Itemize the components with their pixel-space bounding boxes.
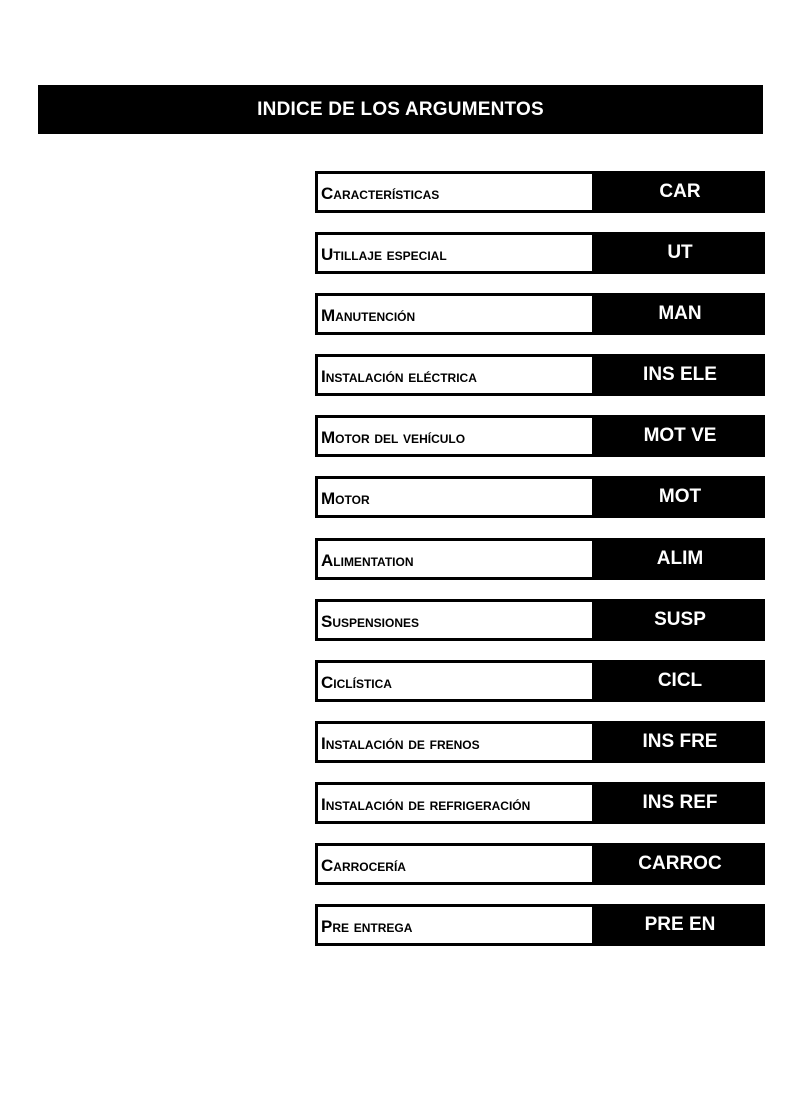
index-item-code: SUSP [595,599,765,641]
index-item-label: Suspensiones [315,599,595,641]
index-item-label: Alimentation [315,538,595,580]
index-item-alimentation[interactable] [315,538,765,580]
index-item-pre-entrega[interactable] [315,904,765,946]
index-item-label: Instalación de refrigeración [315,782,595,824]
index-item-label: Ciclística [315,660,595,702]
index-item-utillaje-especial[interactable] [315,232,765,274]
section-index-list [315,171,765,965]
index-item-code: PRE EN [595,904,765,946]
index-item-code: INS FRE [595,721,765,763]
index-item-label: Motor del vehículo [315,415,595,457]
index-item-label: Utillaje especial [315,232,595,274]
index-item-code: INS ELE [595,354,765,396]
index-item-code: CAR [595,171,765,213]
page-title: INDICE DE LOS ARGUMENTOS [257,98,544,120]
index-item-instalacion-de-refrigeracion[interactable] [315,782,765,824]
index-item-label: Carrocería [315,843,595,885]
index-item-carroceria[interactable] [315,843,765,885]
index-item-label: Motor [315,476,595,518]
index-item-motor[interactable] [315,476,765,518]
index-item-code: UT [595,232,765,274]
index-item-manutencion[interactable] [315,293,765,335]
index-item-code: MOT [595,476,765,518]
index-item-code: CICL [595,660,765,702]
index-item-code: INS REF [595,782,765,824]
index-item-label: Características [315,171,595,213]
index-item-code: MOT VE [595,415,765,457]
index-item-code: MAN [595,293,765,335]
index-item-caracteristicas[interactable] [315,171,765,213]
index-item-label: Instalación eléctrica [315,354,595,396]
index-item-suspensiones[interactable] [315,599,765,641]
index-item-ciclistica[interactable] [315,660,765,702]
index-item-motor-del-vehiculo[interactable] [315,415,765,457]
index-header [38,85,763,134]
index-item-code: CARROC [595,843,765,885]
index-item-label: Pre entrega [315,904,595,946]
index-item-code: ALIM [595,538,765,580]
index-item-instalacion-de-frenos[interactable] [315,721,765,763]
index-item-label: Instalación de frenos [315,721,595,763]
index-item-label: Manutención [315,293,595,335]
index-item-instalacion-electrica[interactable] [315,354,765,396]
